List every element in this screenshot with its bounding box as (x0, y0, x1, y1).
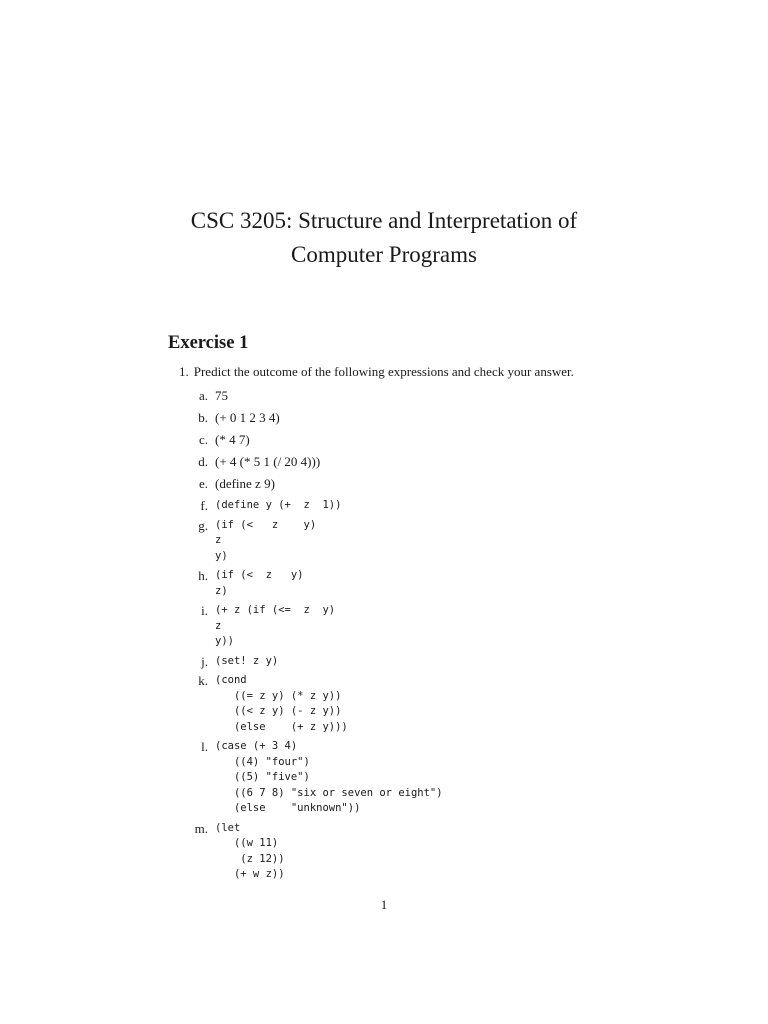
item-code: (cond ((= z y) (* z y)) ((< z y) (- z y)) (else (+ z y))) (215, 674, 348, 733)
item-text: (define z 9) (215, 476, 275, 491)
question-1 (179, 363, 574, 381)
item-code: (if (< z y) z y) (215, 518, 317, 562)
item-label: m. (194, 820, 208, 836)
title-line-1: CSC 3205: Structure and Interpretation of (190, 208, 578, 233)
page-number: 1 (380, 897, 388, 912)
item-label: f. (200, 498, 208, 513)
item-label: j. (201, 653, 208, 669)
item-code: (set! z y) (215, 654, 279, 667)
list-item (188, 474, 708, 494)
list-item (188, 430, 708, 450)
list-item (188, 652, 708, 670)
list-item (188, 452, 708, 472)
item-label: l. (201, 739, 208, 754)
item-label: e. (198, 476, 208, 491)
list-item (188, 496, 708, 514)
list-item (188, 386, 708, 406)
list-item (188, 516, 708, 565)
item-text: (* 4 7) (215, 432, 250, 447)
list-item (188, 408, 708, 428)
item-label: b. (198, 410, 208, 425)
list-item (188, 671, 708, 735)
question-text: Predict the outcome of the following expressions and check your answer. (193, 364, 574, 379)
item-text: (+ 4 (* 5 1 (/ 20 4))) (215, 454, 321, 469)
item-label: c. (198, 432, 208, 447)
item-label: d. (198, 454, 208, 469)
list-item (188, 601, 708, 650)
question-number: 1. (179, 364, 189, 379)
list-item (188, 737, 708, 817)
item-code: (if (< z y) z) (215, 569, 304, 597)
item-code: (define y (+ z 1)) (215, 499, 342, 511)
item-code: (case (+ 3 4) ((4) "four") ((5) "five") ((6 7 8) "six or seven or eight") (else "unknown")) (215, 740, 443, 814)
list-item (188, 566, 708, 599)
section-heading: Exercise 1 (168, 333, 249, 353)
item-label: k. (198, 673, 208, 688)
item-text: 75 (215, 388, 228, 403)
item-label: i. (201, 603, 208, 618)
item-code: (+ z (if (<= z y) z y)) (215, 604, 336, 647)
item-label: h. (198, 568, 208, 583)
item-label: g. (198, 517, 208, 533)
item-label: a. (198, 388, 208, 403)
item-code: (let ((w 11) (z 12)) (+ w z)) (215, 821, 285, 880)
document-title (0, 204, 768, 272)
title-line-2: Computer Programs (291, 242, 477, 267)
list-item (188, 819, 708, 883)
expression-list (188, 386, 708, 885)
item-text: (+ 0 1 2 3 4) (215, 410, 280, 425)
